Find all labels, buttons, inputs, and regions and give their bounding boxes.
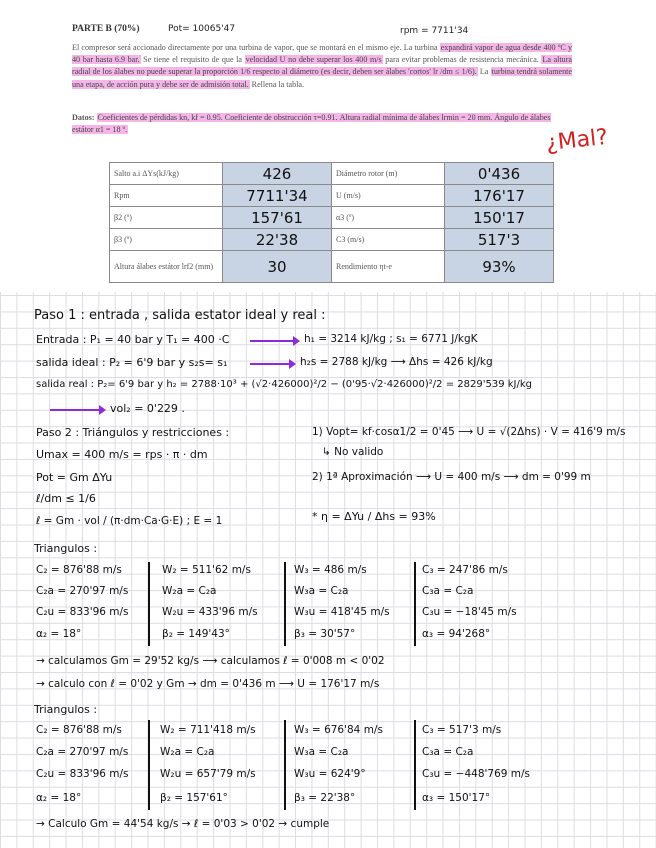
tri2-value: C₂u = 833'96 m/s (36, 768, 129, 780)
paso1-ideal: salida ideal : P₂ = 6'9 bar y s₂s= s₁ (36, 356, 228, 369)
paso2-case2: 2) 1ª Aproximación ⟶ U = 400 m/s ⟶ dm = 0'99 m (312, 471, 591, 483)
table-value: 7711'34 (223, 185, 332, 207)
datos-paragraph (72, 112, 572, 136)
table-label: Rendimiento ηt-e (332, 251, 445, 283)
statement-text: Rellena la tabla. (249, 79, 305, 89)
table-row (110, 185, 554, 207)
column-divider (414, 720, 416, 810)
table-value: 426 (223, 163, 332, 185)
tri1-value: C₂u = 833'96 m/s (36, 606, 129, 618)
highlight-expansion: expandirá vapor de agua desde 400 ºC y 40 bar hasta 6.9 bar. (72, 43, 572, 65)
column-divider (414, 562, 416, 646)
table-label: Salto a.i ΔYs(kJ/kg) (110, 163, 223, 185)
paso2-efficiency: * η = ΔYu / Δhs = 93% (312, 510, 436, 523)
table-row (110, 207, 554, 229)
tri2-value: W₂a = C₂a (160, 746, 215, 758)
tri2-value: β₂ = 157'61° (160, 792, 228, 804)
tri1-value: β₂ = 149'43° (162, 628, 230, 640)
paso2-case1: 1) Vopt= kf·cosα1/2 = 0'45 ⟶ U = √(2Δhs) · V = 416'9 m/s (312, 426, 626, 438)
table-value: 517'3 (445, 229, 554, 251)
datos-label: Datos: (72, 113, 95, 122)
tri2-value: α₃ = 150'17° (422, 792, 491, 804)
exercise-statement-area (0, 0, 656, 292)
tri2-value: C₂ = 876'88 m/s (36, 724, 122, 736)
tri1-value: W₃ = 486 m/s (294, 564, 367, 576)
table-row (110, 229, 554, 251)
tri1-result-2: → calculo con ℓ = 0'02 y Gm → dm = 0'436 m ⟶ U = 176'17 m/s (36, 678, 380, 690)
tri2-result: → Calculo Gm = 44'54 kg/s → ℓ = 0'03 > 0'02 → cumple (36, 818, 330, 830)
column-divider (284, 562, 286, 646)
statement-text: La (477, 67, 491, 77)
tri1-value: C₃a = C₂a (422, 585, 474, 597)
paso2-pot: Pot = Gm ΔYu (36, 471, 113, 484)
paso2-title: Paso 2 : Triángulos y restricciones : (36, 426, 230, 439)
table-value: 30 (223, 251, 332, 283)
tri1-value: C₂ = 876'88 m/s (36, 564, 122, 576)
rpm-handwritten-note: rpm = 7711'34 (400, 26, 469, 36)
tri1-value: W₂a = C₂a (162, 585, 217, 597)
table-label: β2 (º) (110, 207, 223, 229)
datos-highlight: Coeficientes de pérdidas kn, kf = 0.95. Coeficiente de obstrucción τ=0.91. Altura radial mínima de álabes lrmin = 20 mm. Ángulo de álabes estátor α1 = 18 º. (72, 113, 551, 135)
table-value: 93% (445, 251, 554, 283)
table-row (110, 163, 554, 185)
tri2-value: W₃u = 624'9° (294, 768, 366, 780)
table-value: 176'17 (445, 185, 554, 207)
table-label: U (m/s) (332, 185, 445, 207)
paso1-vol: vol₂ = 0'229 . (110, 402, 185, 415)
table-label: Altura álabes estátor lrf2 (mm) (110, 251, 223, 283)
tri1-value: C₃ = 247'86 m/s (422, 564, 508, 576)
tri1-value: W₃a = C₂a (294, 585, 349, 597)
tri1-value: α₂ = 18° (36, 628, 82, 640)
paso1-title: Paso 1 : entrada , salida estator ideal y real : (34, 308, 326, 323)
table-label: Rpm (110, 185, 223, 207)
triangles2-title: Triangulos : (34, 703, 98, 716)
statement-text: para evitar problemas de resistencia mecánica. (382, 55, 542, 65)
table-value: 157'61 (223, 207, 332, 229)
statement-text: Se tiene el requisito de que la (140, 55, 245, 65)
tri2-value: W₂ = 711'418 m/s (160, 724, 256, 736)
highlight-stage: turbina tendrá solamente una etapa, de acción pura y debe ser de admisión total. (72, 67, 572, 89)
statement-paragraph (72, 42, 572, 91)
pot-handwritten-note: Pot= 10065'47 (168, 24, 236, 34)
tri2-value: α₂ = 18° (36, 792, 82, 804)
tri2-value: W₃ = 676'84 m/s (294, 724, 383, 736)
paso1-entrada: Entrada : P₁ = 40 bar y T₁ = 400 ·C (36, 333, 230, 346)
statement-text: El compresor será accionado directamente por una turbina de vapor, que se montará en el mismo eje. La turbina (72, 43, 440, 52)
tri2-value: C₂a = 270'97 m/s (36, 746, 129, 758)
arrow-icon (250, 363, 292, 365)
column-divider (148, 562, 150, 646)
tri2-value: C₃ = 517'3 m/s (422, 724, 502, 736)
table-value: 0'436 (445, 163, 554, 185)
column-divider (284, 720, 286, 810)
table-label: α3 (º) (332, 207, 445, 229)
table-label: Diámetro rotor (m) (332, 163, 445, 185)
tri2-value: C₃a = C₂a (422, 746, 474, 758)
tri1-value: C₂a = 270'97 m/s (36, 585, 129, 597)
table-label: C3 (m/s) (332, 229, 445, 251)
highlight-velocity: velocidad U no debe superar los 400 m/s (245, 55, 382, 65)
tri1-value: W₂ = 511'62 m/s (162, 564, 251, 576)
arrow-icon (50, 409, 102, 411)
tri2-value: W₃a = C₂a (294, 746, 349, 758)
tri1-value: W₂u = 433'96 m/s (162, 606, 258, 618)
table-value: 22'38 (223, 229, 332, 251)
table-row (110, 251, 554, 283)
column-divider (148, 720, 150, 810)
mal-question-note: ¿Mal? (544, 124, 610, 157)
table-value: 150'17 (445, 207, 554, 229)
triangles1-title: Triangulos : (34, 542, 98, 555)
tri1-result-1: → calculamos Gm = 29'52 kg/s ⟶ calculamos ℓ = 0'008 m < 0'02 (36, 655, 385, 667)
tri1-value: W₃u = 418'45 m/s (294, 606, 390, 618)
paso2-umax: Umax = 400 m/s = rps · π · dm (36, 448, 208, 461)
paso1-ideal-result: h₂s = 2788 kJ/kg ⟶ Δhs = 426 kJ/kg (300, 356, 493, 368)
tri2-value: β₃ = 22'38° (294, 792, 356, 804)
tri2-value: C₃u = −448'769 m/s (422, 768, 531, 780)
paso2-l-formula: ℓ = Gm · vol / (π·dm·Ca·G·E) ; E = 1 (36, 515, 223, 527)
tri1-value: α₃ = 94'268° (422, 628, 491, 640)
paso1-real: salida real : P₂= 6'9 bar y h₂ = 2788·10³ + (√2·426000)²/2 − (0'95·√2·426000)²/2 = 2829'539 kJ/kg (36, 379, 532, 390)
tri1-value: β₃ = 30'57° (294, 628, 356, 640)
highlight-blade-height: La altura radial de los álabes no puede superar la proporción 1/6 respecto al diámetro (es decir, deben ser álabes 'cortos' lr /dm ≤ 1/6). (72, 55, 572, 77)
paso2-case1-note: ↳ No valido (322, 446, 384, 458)
part-title: PARTE B (70%) (72, 24, 140, 34)
tri1-value: C₃u = −18'45 m/s (422, 606, 517, 618)
results-table (109, 162, 554, 283)
arrow-icon (250, 340, 296, 342)
table-label: β3 (º) (110, 229, 223, 251)
paso2-ldm: ℓ/dm ≤ 1/6 (36, 492, 96, 505)
tri2-value: W₂u = 657'79 m/s (160, 768, 256, 780)
paso1-entrada-result: h₁ = 3214 kJ/kg ; s₁ = 6771 J/kgK (304, 333, 478, 345)
